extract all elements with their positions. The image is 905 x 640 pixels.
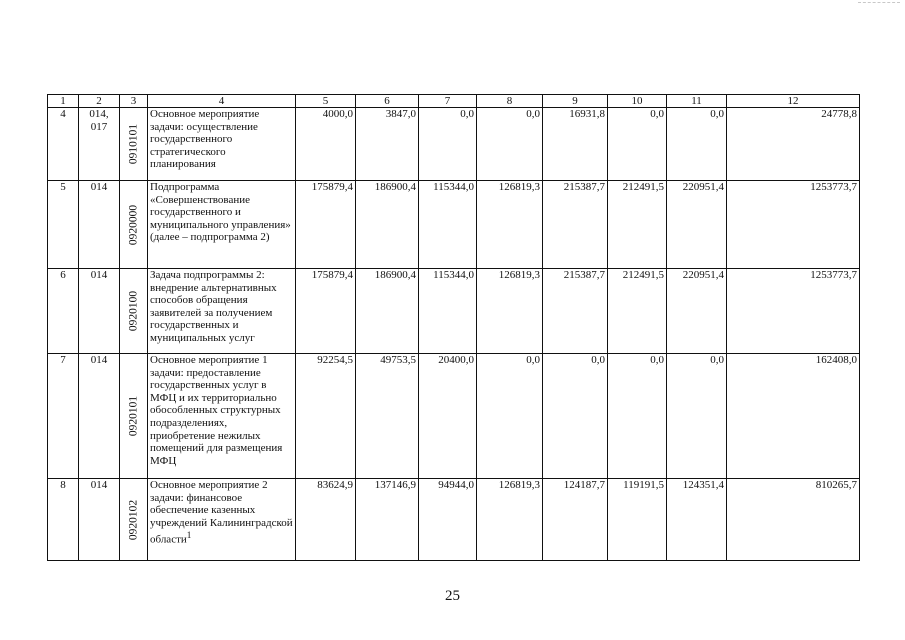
value-cell: 175879,4: [296, 181, 356, 269]
row-number: 5: [48, 181, 79, 269]
value-cell: 124187,7: [543, 479, 608, 561]
column-number-row: [48, 95, 860, 108]
value-cell: 0,0: [667, 354, 727, 479]
page-number: 25: [445, 588, 460, 604]
value-cell: 137146,9: [356, 479, 419, 561]
row-code-cell: [120, 479, 148, 561]
value-cell: 20400,0: [419, 354, 477, 479]
column-header: 7: [419, 95, 477, 108]
value-cell: 83624,9: [296, 479, 356, 561]
column-header: 1: [48, 95, 79, 108]
column-header: 2: [79, 95, 120, 108]
value-cell: 186900,4: [356, 269, 419, 354]
row-codes: 014, 017: [79, 108, 120, 181]
scan-artifact: [858, 2, 900, 3]
table-row: [48, 108, 860, 181]
column-header: 8: [477, 95, 543, 108]
value-cell: 115344,0: [419, 181, 477, 269]
value-cell: 16931,8: [543, 108, 608, 181]
row-codes: 014: [79, 181, 120, 269]
row-description: Основное мероприятие 2 задачи: финансовое обеспечение казенных учреждений Калининградской области: [150, 479, 293, 547]
total-cell: 1253773,7: [727, 181, 860, 269]
row-description: Основное мероприятие задачи: осуществление государственного стратегического планирования: [148, 108, 296, 181]
value-cell: 124351,4: [667, 479, 727, 561]
footnote-marker: 1: [186, 530, 192, 541]
row-code-cell: [120, 181, 148, 269]
value-cell: 115344,0: [419, 269, 477, 354]
value-cell: 212491,5: [608, 181, 667, 269]
value-cell: 94944,0: [419, 479, 477, 561]
row-description: Основное мероприятие 1 задачи: предоставление государственных услуг в МФЦ и их территориально обособленных структурных подразделениях, приобретение нежилых помещений для размещения МФЦ: [148, 354, 296, 479]
column-header: 3: [120, 95, 148, 108]
column-header: 6: [356, 95, 419, 108]
value-cell: 0,0: [477, 108, 543, 181]
row-code-cell: [120, 269, 148, 354]
column-header: 12: [727, 95, 860, 108]
total-cell: 810265,7: [727, 479, 860, 561]
row-code: 0910101: [127, 123, 140, 165]
value-cell: 119191,5: [608, 479, 667, 561]
row-code-cell: [120, 354, 148, 479]
value-cell: 126819,3: [477, 181, 543, 269]
column-header: 4: [148, 95, 296, 108]
total-cell: 162408,0: [727, 354, 860, 479]
row-description: Подпрограмма «Совершенствование государственного и муниципального управления» (далее – подпрограмма 2): [148, 181, 296, 269]
value-cell: 126819,3: [477, 479, 543, 561]
value-cell: 186900,4: [356, 181, 419, 269]
value-cell: 215387,7: [543, 181, 608, 269]
row-number: 8: [48, 479, 79, 561]
row-code: 0920101: [127, 395, 140, 437]
value-cell: 0,0: [543, 354, 608, 479]
value-cell: 215387,7: [543, 269, 608, 354]
row-number: 4: [48, 108, 79, 181]
row-codes: 014: [79, 479, 120, 561]
value-cell: 3847,0: [356, 108, 419, 181]
row-codes: 014: [79, 269, 120, 354]
row-number: 6: [48, 269, 79, 354]
row-code-cell: [120, 108, 148, 181]
value-cell: 126819,3: [477, 269, 543, 354]
row-code: 0920000: [127, 204, 140, 245]
column-header: 5: [296, 95, 356, 108]
table-row: [48, 354, 860, 479]
table-row: [48, 479, 860, 561]
total-cell: 1253773,7: [727, 269, 860, 354]
value-cell: 0,0: [419, 108, 477, 181]
row-code: 0920100: [127, 290, 140, 332]
value-cell: 92254,5: [296, 354, 356, 479]
budget-table: [47, 94, 860, 561]
row-code: 0920102: [127, 499, 140, 540]
value-cell: 0,0: [477, 354, 543, 479]
value-cell: 212491,5: [608, 269, 667, 354]
column-header: 11: [667, 95, 727, 108]
row-description: Задача подпрограммы 2: внедрение альтернативных способов обращения заявителей за получением государственных и муниципальных услуг: [148, 269, 296, 354]
column-header: 10: [608, 95, 667, 108]
column-header: 9: [543, 95, 608, 108]
value-cell: 49753,5: [356, 354, 419, 479]
row-codes: 014: [79, 354, 120, 479]
value-cell: 0,0: [608, 108, 667, 181]
value-cell: 220951,4: [667, 181, 727, 269]
row-description-cell: [148, 479, 296, 561]
value-cell: 0,0: [667, 108, 727, 181]
total-cell: 24778,8: [727, 108, 860, 181]
value-cell: 4000,0: [296, 108, 356, 181]
value-cell: 220951,4: [667, 269, 727, 354]
value-cell: 175879,4: [296, 269, 356, 354]
table-row: [48, 269, 860, 354]
value-cell: 0,0: [608, 354, 667, 479]
table-row: [48, 181, 860, 269]
row-number: 7: [48, 354, 79, 479]
